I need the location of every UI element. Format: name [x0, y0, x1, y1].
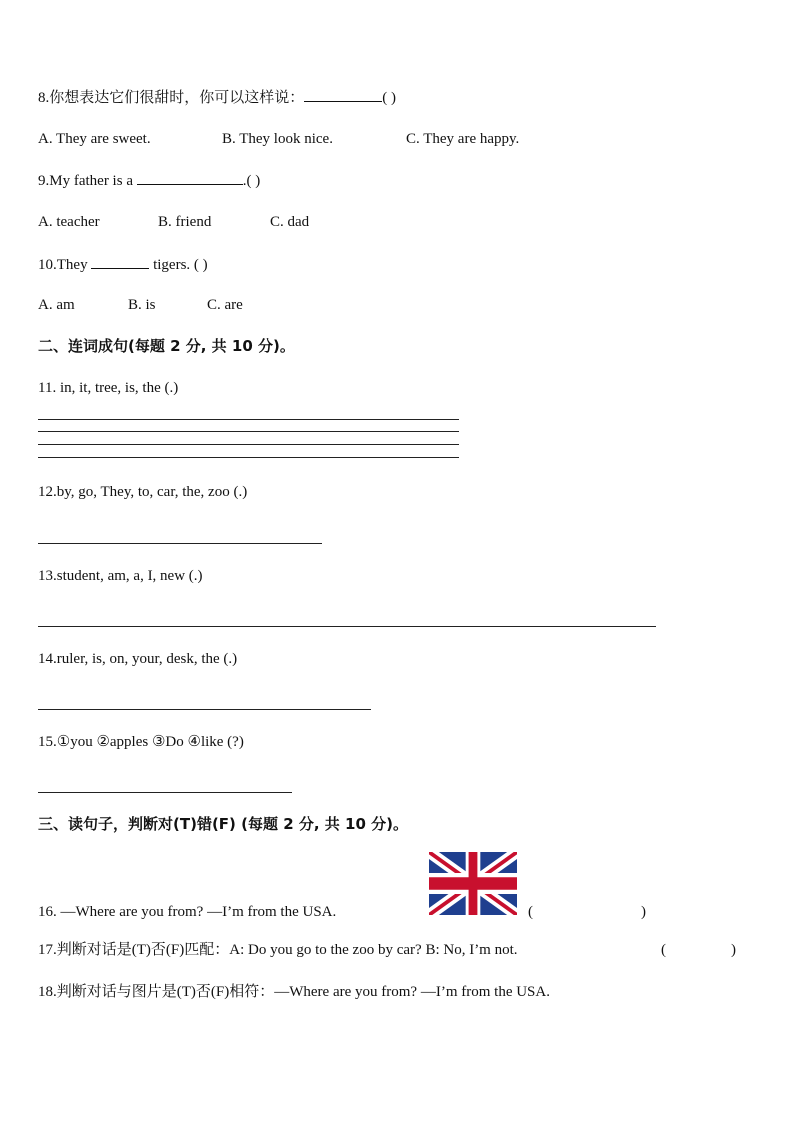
question-15: 15.①you ②apples ③Do ④like (?): [38, 734, 244, 750]
question-10-text: 10.They: [38, 257, 92, 273]
answer-bracket-open[interactable]: (: [528, 904, 533, 920]
question-10: [38, 254, 208, 275]
writing-line[interactable]: [38, 626, 656, 627]
option-b: B. friend: [158, 214, 212, 230]
question-14: 14.ruler, is, on, your, desk, the (.): [38, 651, 238, 667]
writing-line[interactable]: [38, 444, 459, 445]
answer-bracket[interactable]: ( ): [382, 90, 397, 106]
option-b: B. They look nice.: [222, 131, 333, 147]
question-11: 11. in, it, tree, is, the (.): [38, 380, 179, 396]
uk-flag-icon: [429, 852, 517, 915]
writing-line[interactable]: [38, 543, 322, 544]
option-c: C. are: [207, 297, 243, 313]
writing-line[interactable]: [38, 457, 459, 458]
question-18: 18.判断对话与图片是(T)否(F)相符：—Where are you from? —I’m from the USA.: [38, 984, 550, 1000]
question-9: [38, 170, 260, 191]
section-2-heading: 二、连词成句(每题 2 分, 共 10 分)。: [38, 337, 295, 355]
option-a: A. teacher: [38, 214, 100, 230]
section-3-heading: 三、读句子，判断对(T)错(F) (每题 2 分, 共 10 分)。: [38, 815, 408, 833]
answer-blank[interactable]: [304, 87, 382, 102]
option-a: A. am: [38, 297, 75, 313]
question-12: 12.by, go, They, to, car, the, zoo (.): [38, 484, 248, 500]
question-9-text: 9.My father is a: [38, 173, 137, 189]
question-16: 16. —Where are you from? —I’m from the USA.: [38, 904, 337, 920]
answer-bracket-open[interactable]: (: [661, 942, 666, 958]
answer-bracket-close[interactable]: ): [641, 904, 646, 920]
answer-bracket[interactable]: .( ): [242, 173, 261, 189]
answer-bracket[interactable]: tigers. ( ): [149, 257, 208, 273]
question-8-text: 8.你想表达它们很甜时，你可以这样说：: [38, 90, 305, 106]
option-a: A. They are sweet.: [38, 131, 151, 147]
writing-line[interactable]: [38, 419, 459, 420]
option-c: C. dad: [270, 214, 310, 230]
answer-blank[interactable]: [137, 170, 243, 185]
question-8: [38, 87, 396, 108]
answer-blank[interactable]: [91, 254, 149, 269]
writing-line[interactable]: [38, 709, 371, 710]
option-b: B. is: [128, 297, 156, 313]
writing-line[interactable]: [38, 792, 292, 793]
question-13: 13.student, am, a, I, new (.): [38, 568, 203, 584]
answer-bracket-close[interactable]: ): [731, 942, 736, 958]
writing-line[interactable]: [38, 431, 459, 432]
option-c: C. They are happy.: [406, 131, 520, 147]
question-17: 17.判断对话是(T)否(F)匹配：A: Do you go to the zoo by car? B: No, I’m not.: [38, 942, 518, 958]
